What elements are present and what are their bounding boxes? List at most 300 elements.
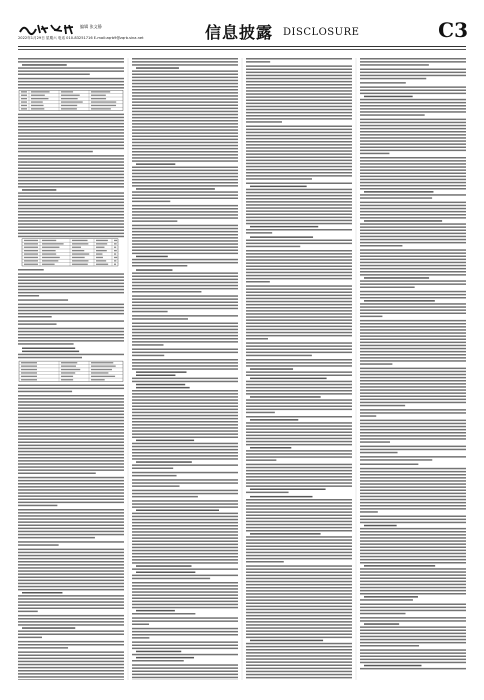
section-title: 信息披露 — [205, 23, 274, 42]
text-line — [18, 417, 124, 419]
text-line — [360, 230, 466, 232]
text-line — [18, 226, 124, 228]
text-line — [246, 214, 352, 216]
text-line — [360, 182, 466, 184]
text-line — [360, 604, 466, 606]
text-line — [246, 634, 352, 636]
text-line — [246, 467, 352, 469]
text-line — [18, 473, 96, 475]
text-line — [246, 253, 352, 255]
text-line — [132, 399, 238, 401]
text-line — [360, 396, 466, 398]
text-line — [246, 163, 352, 165]
text-line — [246, 166, 352, 168]
text-line — [246, 153, 352, 155]
text-line — [132, 415, 238, 417]
text-line — [246, 135, 352, 137]
text-line — [360, 516, 466, 518]
text-line — [22, 592, 62, 594]
text-line — [360, 668, 466, 670]
text-line — [360, 166, 466, 168]
text-line — [18, 486, 124, 488]
text-line — [246, 444, 352, 446]
text-line — [360, 607, 466, 609]
text-line — [18, 495, 124, 497]
text-line — [18, 624, 124, 626]
text-line — [360, 645, 419, 647]
text-line — [132, 291, 201, 293]
text-line — [246, 674, 352, 676]
text-line — [18, 518, 124, 520]
text-line — [246, 453, 352, 455]
text-line — [360, 578, 466, 580]
text-line — [18, 174, 124, 176]
text-line — [136, 440, 194, 442]
text-line — [360, 256, 466, 258]
text-line — [360, 374, 466, 376]
text-line — [246, 121, 282, 123]
text-line — [246, 172, 352, 174]
text-line — [18, 129, 124, 131]
text-line — [136, 256, 168, 258]
text-line — [18, 114, 124, 116]
text-line — [360, 441, 390, 443]
text-line — [246, 624, 352, 626]
text-line — [360, 574, 466, 576]
text-line — [246, 416, 352, 418]
text-line — [364, 623, 399, 625]
text-line — [246, 112, 352, 114]
text-line — [132, 667, 238, 669]
text-line — [18, 534, 124, 536]
text-line — [132, 464, 238, 466]
text-line — [246, 262, 352, 264]
text-line — [18, 220, 124, 222]
text-line — [246, 319, 352, 321]
text-line — [132, 246, 238, 248]
text-line — [246, 406, 352, 408]
text-line — [246, 65, 352, 67]
text-line — [18, 531, 124, 533]
text-line — [246, 106, 352, 108]
text-line — [18, 117, 124, 119]
text-line — [18, 142, 124, 144]
text-line — [132, 455, 238, 457]
text-line — [132, 305, 238, 307]
text-line — [246, 375, 352, 377]
text-line — [250, 226, 318, 228]
text-line — [132, 430, 238, 432]
text-line — [360, 335, 466, 337]
text-line — [360, 236, 466, 238]
text-line — [18, 598, 124, 600]
text-line — [246, 256, 352, 258]
text-line — [18, 644, 124, 646]
text-line — [132, 493, 238, 495]
text-line — [246, 599, 352, 601]
text-line — [360, 345, 466, 347]
text-line — [18, 432, 124, 434]
text-line — [132, 449, 238, 451]
text-line — [18, 549, 124, 551]
text-line — [18, 555, 124, 557]
text-line — [246, 518, 352, 520]
text-line — [18, 236, 124, 238]
text-line — [360, 438, 466, 440]
text-line — [246, 223, 352, 225]
text-line — [18, 521, 124, 523]
text-line — [246, 432, 352, 434]
text-line — [360, 571, 466, 573]
text-line — [132, 111, 238, 113]
text-line — [246, 568, 352, 570]
text-line — [132, 519, 238, 521]
data-table — [19, 90, 123, 110]
text-line — [246, 387, 352, 389]
text-line — [360, 587, 466, 589]
text-line — [246, 646, 352, 648]
text-line — [246, 72, 352, 74]
text-line — [18, 171, 124, 173]
text-line — [246, 304, 352, 306]
text-line — [246, 584, 352, 586]
text-line — [18, 499, 124, 501]
text-line — [132, 349, 238, 351]
text-line — [132, 154, 238, 156]
text-line — [132, 272, 238, 274]
text-line — [18, 211, 124, 213]
text-line — [18, 477, 124, 479]
text-line — [360, 303, 466, 305]
text-line — [136, 371, 186, 373]
text-line — [18, 343, 74, 345]
text-line — [360, 543, 466, 545]
text-line — [360, 562, 466, 564]
text-line — [132, 482, 238, 484]
text-line — [246, 87, 352, 89]
text-line — [132, 145, 238, 147]
text-line — [132, 64, 238, 66]
text-line — [132, 365, 238, 367]
text-line — [246, 207, 352, 209]
text-line — [132, 151, 238, 153]
text-line — [246, 220, 352, 222]
text-line — [246, 508, 352, 510]
text-line — [360, 581, 466, 583]
text-line — [246, 393, 352, 395]
text-line — [246, 422, 352, 424]
text-line — [250, 378, 327, 380]
text-line — [246, 658, 352, 660]
text-line — [132, 265, 187, 267]
text-line — [18, 673, 124, 675]
text-line — [360, 197, 432, 199]
text-line — [18, 460, 124, 462]
text-line — [360, 339, 466, 341]
text-line — [132, 179, 238, 181]
text-line — [18, 269, 44, 271]
text-line — [360, 474, 466, 476]
text-line — [132, 604, 238, 606]
text-line — [132, 355, 164, 357]
text-line — [132, 237, 238, 239]
text-line — [360, 363, 392, 365]
text-line — [360, 223, 466, 225]
text-line — [246, 546, 352, 548]
text-line — [246, 157, 352, 159]
text-line — [132, 105, 238, 107]
text-line — [246, 275, 352, 277]
text-line — [360, 160, 466, 162]
text-line — [132, 547, 238, 549]
text-line — [360, 593, 466, 595]
text-line — [246, 281, 270, 283]
text-line — [360, 105, 466, 107]
text-line — [132, 468, 173, 470]
text-line — [360, 380, 466, 382]
text-line — [132, 601, 238, 603]
text-line — [250, 419, 298, 421]
text-line — [132, 594, 238, 596]
text-line — [132, 123, 238, 125]
text-line — [246, 578, 352, 580]
text-line — [246, 115, 352, 117]
text-line — [360, 633, 466, 635]
text-line — [246, 668, 352, 670]
article-body — [18, 58, 466, 680]
text-line — [18, 448, 124, 450]
text-line — [360, 537, 466, 539]
text-line — [18, 451, 124, 453]
text-line — [360, 111, 466, 113]
text-line — [360, 153, 389, 155]
text-line — [246, 335, 352, 337]
text-line — [132, 634, 238, 636]
text-line — [18, 583, 124, 585]
text-line — [18, 334, 124, 336]
text-line — [360, 405, 405, 407]
page-number: C3 — [438, 18, 468, 42]
text-line — [364, 220, 442, 222]
text-line — [246, 612, 352, 614]
text-line — [246, 345, 352, 347]
text-line — [132, 522, 238, 524]
text-line — [132, 424, 238, 426]
text-line — [246, 229, 352, 231]
text-line — [246, 627, 352, 629]
text-line — [360, 617, 466, 619]
text-line — [246, 69, 352, 71]
text-line — [132, 86, 238, 88]
text-line — [246, 75, 352, 77]
text-line — [132, 613, 195, 615]
text-line — [18, 135, 124, 137]
text-line — [246, 100, 352, 102]
text-line — [360, 423, 466, 425]
header-rule — [18, 46, 466, 47]
text-line — [132, 496, 198, 498]
text-line — [132, 553, 238, 555]
text-line — [360, 176, 466, 178]
text-line — [360, 194, 466, 196]
text-line — [132, 176, 238, 178]
text-line — [246, 464, 352, 466]
text-line — [18, 177, 124, 179]
text-line — [360, 157, 466, 159]
text-line — [246, 536, 352, 538]
text-line — [132, 77, 238, 79]
text-line — [360, 528, 466, 530]
text-line — [360, 274, 466, 276]
text-line — [18, 123, 124, 125]
text-line — [246, 459, 276, 461]
text-line — [246, 552, 352, 554]
text-line — [246, 450, 352, 452]
text-line — [364, 665, 421, 667]
text-line — [360, 265, 466, 267]
text-line — [246, 371, 352, 373]
text-line — [246, 198, 352, 200]
text-line — [18, 223, 124, 225]
text-line — [246, 479, 352, 481]
text-line — [132, 500, 238, 502]
text-line — [136, 163, 175, 165]
text-line — [18, 634, 124, 636]
text-line — [18, 561, 124, 563]
text-line — [246, 565, 352, 567]
text-line — [18, 651, 124, 653]
text-line — [132, 70, 238, 72]
text-line — [132, 537, 238, 539]
text-line — [132, 95, 238, 97]
text-line — [22, 627, 75, 629]
text-line — [18, 161, 124, 163]
text-line — [132, 98, 238, 100]
text-line — [246, 204, 352, 206]
text-line — [136, 657, 194, 659]
text-line — [18, 138, 124, 140]
text-line — [132, 427, 238, 429]
text-line — [360, 486, 466, 488]
text-line — [132, 503, 238, 505]
text-line — [18, 233, 124, 235]
text-line — [360, 291, 466, 293]
text-line — [246, 575, 352, 577]
text-line — [360, 306, 466, 308]
text-line — [246, 590, 352, 592]
text-line — [132, 298, 238, 300]
text-line — [246, 384, 352, 386]
text-line — [360, 262, 466, 264]
text-line — [360, 412, 466, 414]
text-line — [360, 559, 466, 561]
text-line — [132, 406, 238, 408]
text-line — [246, 129, 352, 131]
text-line — [360, 392, 466, 394]
text-line — [132, 598, 238, 600]
text-line — [132, 409, 238, 411]
text-line — [18, 168, 124, 170]
text-line — [132, 194, 238, 196]
text-line — [246, 473, 352, 475]
text-line — [132, 664, 238, 666]
text-line — [18, 454, 124, 456]
text-line — [132, 120, 238, 122]
text-line — [246, 93, 352, 95]
text-line — [246, 246, 300, 248]
text-line — [132, 234, 238, 236]
text-line — [246, 355, 312, 357]
text-line — [364, 300, 435, 302]
text-line — [18, 541, 124, 543]
text-line — [360, 626, 466, 628]
text-line — [132, 490, 238, 492]
text-line — [250, 236, 313, 238]
text-line — [250, 447, 291, 449]
text-line — [360, 332, 466, 334]
text-line — [360, 64, 429, 66]
text-line — [246, 250, 352, 252]
text-line — [18, 299, 68, 301]
text-line — [132, 170, 238, 172]
text-line — [250, 368, 293, 370]
text-line — [246, 201, 352, 203]
text-line — [246, 618, 352, 620]
text-line — [18, 331, 124, 333]
text-line — [360, 659, 466, 661]
text-line — [132, 648, 238, 650]
text-line — [136, 269, 172, 271]
text-line — [360, 128, 466, 129]
text-line — [132, 126, 238, 128]
text-line — [18, 615, 124, 617]
text-line — [246, 144, 352, 146]
text-line — [132, 578, 210, 580]
text-line — [18, 155, 124, 157]
text-line — [360, 208, 466, 210]
text-line — [360, 137, 466, 139]
text-line — [246, 409, 352, 411]
text-line — [18, 120, 124, 122]
text-line — [18, 180, 124, 182]
text-line — [132, 412, 238, 414]
text-line — [360, 125, 466, 127]
text-line — [360, 283, 466, 285]
text-line — [360, 173, 466, 175]
text-line — [18, 558, 124, 560]
text-line — [360, 483, 466, 485]
text-line — [132, 479, 238, 481]
text-line — [246, 243, 352, 245]
text-line — [132, 318, 188, 320]
text-line — [360, 90, 466, 92]
text-line — [18, 552, 124, 554]
text-line — [360, 143, 466, 145]
text-line — [360, 456, 466, 458]
text-line — [132, 631, 238, 633]
text-line — [360, 368, 466, 370]
text-line — [132, 541, 238, 543]
text-line — [132, 208, 238, 210]
text-line — [246, 596, 352, 598]
text-line — [18, 515, 124, 517]
text-line — [132, 562, 238, 564]
text-line — [18, 385, 124, 387]
text-line — [360, 371, 466, 373]
text-line — [246, 621, 352, 623]
text-line — [360, 477, 466, 479]
text-line — [18, 67, 124, 69]
